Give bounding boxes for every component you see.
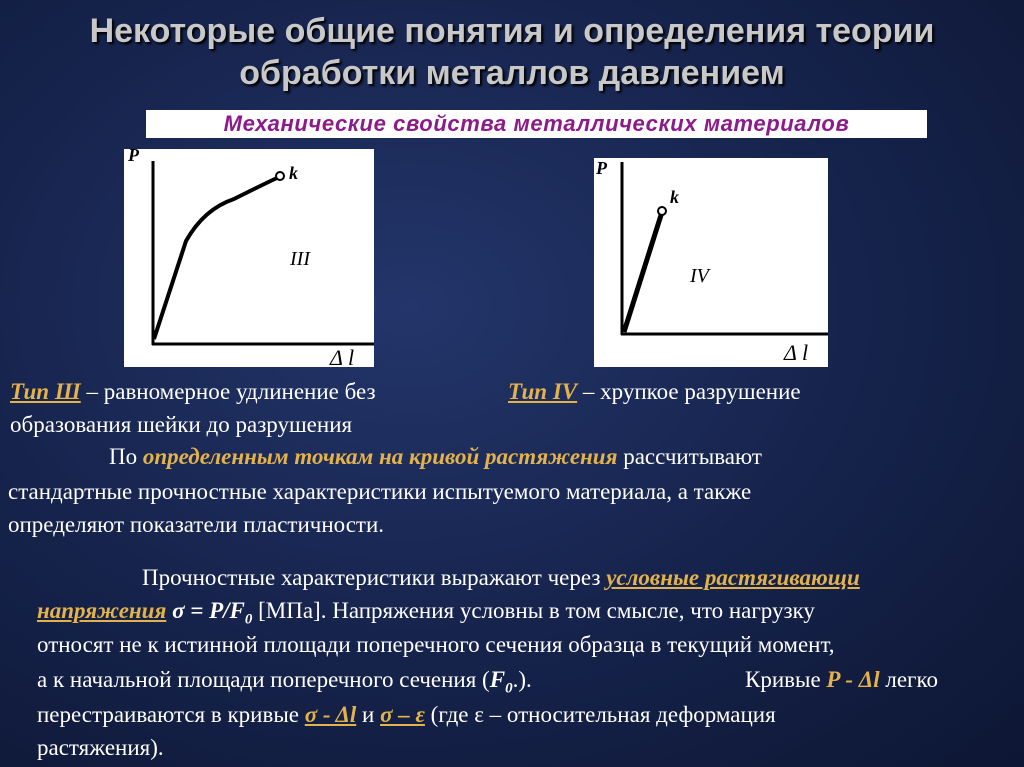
para2-line-1: Прочностные характеристики выражают через условные растягивающи <box>142 565 860 590</box>
type-3-text: – равномерное удлинение без <box>80 379 376 404</box>
page-title <box>0 10 1024 94</box>
type-3-line-1 <box>10 377 376 407</box>
graph-type-3 <box>124 149 374 367</box>
type-4-text: – хрупкое разрушение <box>577 379 801 404</box>
tension-curve <box>624 212 662 332</box>
y-axis-label: P <box>128 149 139 165</box>
stress-formula: σ = P/F <box>166 598 245 623</box>
type-4-line <box>508 377 801 407</box>
para1-line-2: стандартные прочностные характеристики испытуемого материала, а также <box>8 479 752 504</box>
fracture-point <box>276 172 284 180</box>
subtitle: Механические свойства металлических материалов <box>146 110 927 138</box>
curve-p-dl: P - Δl <box>826 667 880 692</box>
para1-line-1: По определенным точкам на кривой растяжения рассчитывают <box>109 444 762 469</box>
title-line-2: обработки металлов давлением <box>239 54 785 92</box>
tension-curve <box>154 177 279 339</box>
type-label: IV <box>690 265 709 287</box>
para2-line-4-right: Кривые P - Δl легко <box>745 667 938 692</box>
type-3-label: Тип Ш <box>10 379 81 404</box>
x-axis-label: Δ l <box>784 340 809 365</box>
conditional-stress-link: условные растягивающи <box>606 565 860 590</box>
para2-line-4: а к начальной площади поперечного сечения $(F_0.)$. <box>37 667 532 697</box>
x-axis-label: Δ l <box>330 345 355 367</box>
point-label: k <box>289 163 298 183</box>
y-axis-label: P <box>596 158 607 178</box>
para2-line-2: напряжения $\sigma = P/F_0$ [МПа]. Напряжения условны в том смысле, что нагрузку <box>37 598 815 628</box>
fracture-point <box>658 207 666 215</box>
point-label: k <box>670 187 679 207</box>
type-3-line-2: образования шейки до разрушения <box>10 412 353 437</box>
curve-sigma-eps: σ – ε <box>380 702 425 727</box>
graph-type-4 <box>594 158 828 367</box>
curve-sigma-dl: σ - Δl <box>304 702 357 727</box>
para2-line-6: растяжения). <box>37 735 164 760</box>
type-label: III <box>290 248 310 270</box>
para1-line-3: определяют показатели пластичности. <box>8 512 385 537</box>
para2-line-5: перестраиваются в кривые σ - Δl и σ – ε (где ε – относительная деформация <box>37 702 776 727</box>
type-4-label: Тип IV <box>508 379 578 404</box>
para1-highlight: определенным точкам на кривой растяжения <box>142 444 618 469</box>
title-line-1: Некоторые общие понятия и определения теории <box>89 12 935 50</box>
para2-line-3: относят не к истинной площади поперечного сечения образца в текущий момент, <box>37 632 835 657</box>
